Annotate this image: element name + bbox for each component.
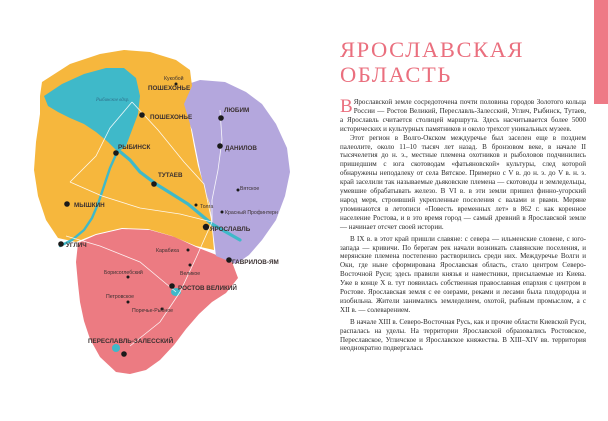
- label-porechye: Поречье-Рыбное: [132, 308, 174, 314]
- label-lyubim: ЛЮБИМ: [224, 107, 250, 114]
- label-poshekhonye-2: ПОШЕХОНЬЕ: [150, 114, 193, 121]
- label-rybinsk: РЫБИНСК: [118, 144, 151, 151]
- paragraph-3: В IX в. в этот край пришли славяне: с севера — ильменские словене, с юго-запада — кривичи. По берегам рек начали возникать славянские поселения, и мерянские племена постепенно растворились среди них. Междуречье Волги и Оки, где ныне сформирована Ярославская область, стало центром Северо-Восточной Руси; здесь правили князья и наместники, присылаемые из Киева. Уже в конце X в. тут появилась собственная православная епархия с центром в Ростове. Ярославская земля с ее озерами, реками и лесами была плодородна и изобильна. Жители занимались земледелием, охотой, рыбным промыслом, а с XII в. — солеварением.: [340, 234, 586, 314]
- title-line-2: ОБЛАСТЬ: [340, 62, 452, 87]
- drop-cap: В: [340, 96, 353, 117]
- map-lake-pleshcheevo: [112, 344, 120, 352]
- page-title: [340, 37, 590, 87]
- paragraph-1: [340, 98, 586, 134]
- paragraph-2: Этот регион в Волго-Окском междуречье был заселен еще в позднем палеолите, около 11–10 тысяч лет назад. В бронзовом веке, в начале II тысячелетия до н. э., местные племена охотников и рыболовов подчинились пришедшим с юга скотоводам «фатьяновской» культуры, след которой обнаружены неподалеку от села Вятское. Примерно с V в. до н. э. до V в. н. э. край заселили так называемые дьяковские племена — скотоводы и земледельцы, умевшие обрабатывать железо. В VI в. в эти земли пришел финно-угорский народ меря, строивший укрепленные поселения с валами и рвами. Меряне упоминаются в летописи «Повесть временных лет» в 862 г. как коренное население Ростова, и в это время город — самый древний в Ярославской земле — начинает отсчет своей истории.: [340, 133, 586, 231]
- label-pereslavl: ПЕРЕСЛАВЛЬ-ЗАЛЕССКИЙ: [88, 338, 174, 345]
- paragraph-4: В начале XIII в. Северо-Восточная Русь, как и прочие области Киевской Руси, распалась на уделы. На территории Ярославской образовались Ростовское, Переславское, Угличское и Ярославское княжества. В XIII–XIV вв. территория неоднократно подвергалась: [340, 317, 586, 353]
- label-tolga: Толга: [200, 204, 214, 210]
- label-myshkin: МЫШКИН: [74, 202, 105, 209]
- label-uglich: УГЛИЧ: [66, 242, 87, 249]
- label-danilov: ДАНИЛОВ: [225, 145, 257, 152]
- label-petrovskoe: Петровское: [106, 294, 134, 300]
- label-rybinsk-reservoir: Рыбинское вдхр.: [96, 98, 130, 103]
- title-line-1: ЯРОСЛАВСКАЯ: [340, 37, 525, 62]
- label-rostov: РОСТОВ ВЕЛИКИЙ: [178, 285, 237, 292]
- label-tutaev: ТУТАЕВ: [158, 172, 183, 179]
- label-gavrilov-yam: ГАВРИЛОВ-ЯМ: [232, 259, 279, 266]
- label-yaroslavl: ЯРОСЛАВЛЬ: [210, 226, 251, 233]
- label-poshekhonye: ПОШЕХОНЬЕ: [148, 85, 191, 92]
- label-velikoe: Великое: [180, 271, 201, 277]
- label-krasny-profintern: Красный Профинтерн: [225, 210, 278, 216]
- label-kukoboy: Кукобой: [164, 76, 184, 82]
- article-body: [340, 98, 586, 353]
- accent-bar: [594, 0, 608, 104]
- label-borisoglebsky: Борисоглебский: [104, 270, 143, 276]
- label-karabikha: Карабиха: [156, 248, 179, 254]
- paragraph-1-text: Ярославской земле сосредоточена почти половина городов Золотого кольца России — Ростов Великий, Переславль-Залесский, Углич, Рыбинск, Тутаев, а Ярославль считается столицей маршрута. Здесь насчитывается более 5000 исторических и культурных памятников и около трехсот уникальных музеев.: [340, 98, 586, 133]
- label-vyatskoe: Вятское: [240, 186, 260, 192]
